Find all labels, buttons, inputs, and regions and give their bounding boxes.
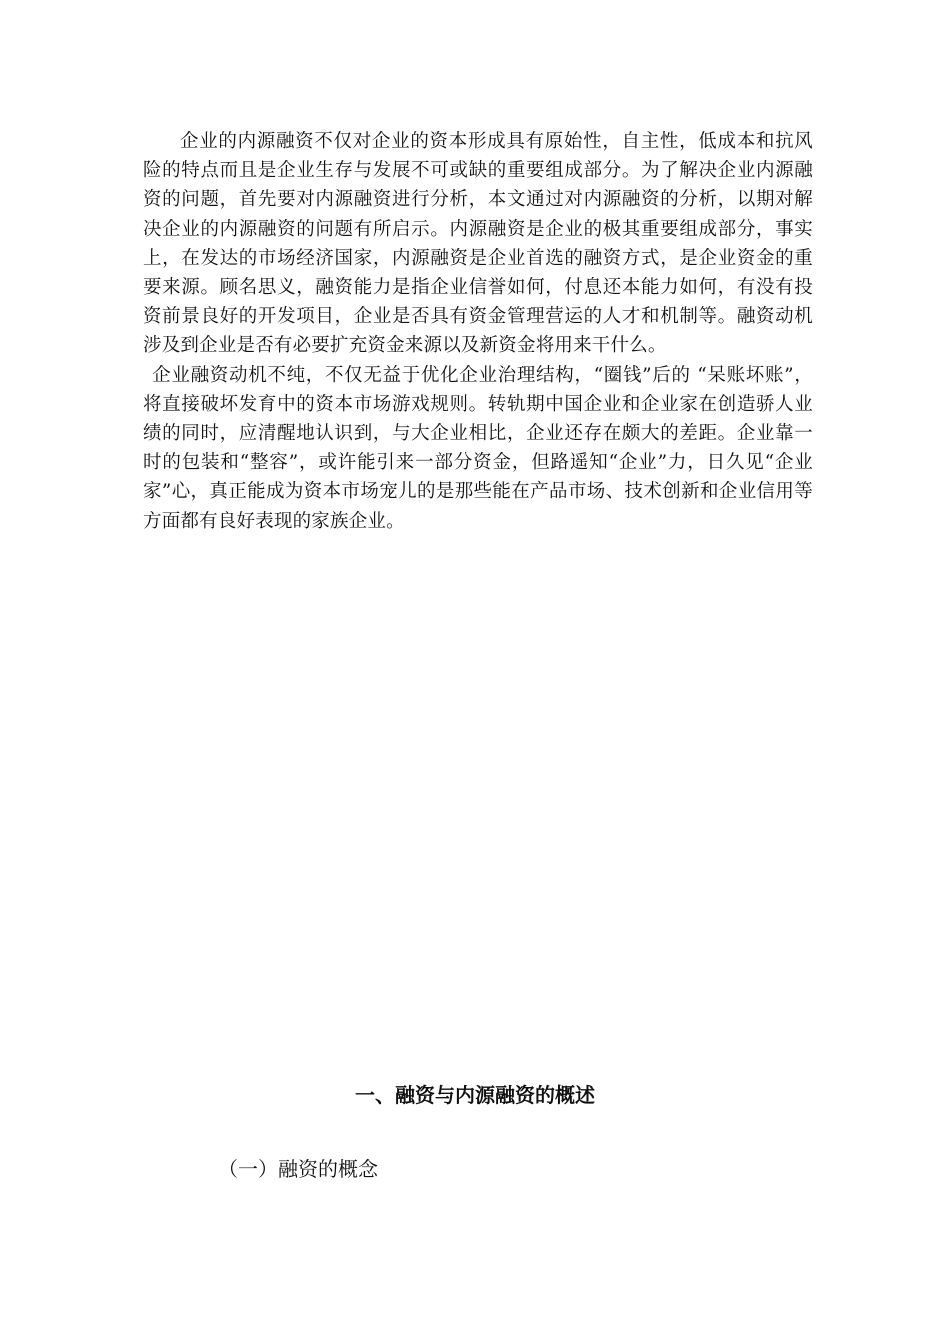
abstract-text [143, 127, 813, 536]
abstract-paragraph-2: 企业融资动机不纯，不仅无益于优化企业治理结构，“圈钱”后的 “呆账坏账”，将直接破坏发育中的资本市场游戏规则。转轨期中国企业和企业家在创造骄人业绩的同时，应清醒地认识到，与大企业相比，企业还存在颇大的差距。企业靠一时的包装和“整容”，或许能引来一部分资金，但路遥知“企业”力，日久见“企业家”心，真正能成为资本市场宠儿的是那些能在产品市场、技术创新和企业信用等方面都有良好表现的家族企业。 [143, 364, 813, 532]
abstract-paragraph-1: 企业的内源融资不仅对企业的资本形成具有原始性，自主性，低成本和抗风险的特点而且是企业生存与发展不可或缺的重要组成部分。为了解决企业内源融资的问题，首先要对内源融资进行分析，本文通过对内源融资的分析，以期对解决企业的内源融资的问题有所启示。内源融资是企业的极其重要组成部分，事实上，在发达的市场经济国家，内源融资是企业首选的融资方式，是企业资金的重要来源。顾名思义，融资能力是指企业信誉如何，付息还本能力如何，有没有投资前景良好的开发项目，企业是否具有资金管理营运的人才和机制等。融资动机涉及到企业是否有必要扩充资金来源以及新资金将用来干什么。 [143, 131, 813, 357]
subsection-heading: （一）融资的概念 [218, 1157, 378, 1181]
section-heading: 一、融资与内源融资的概述 [355, 1083, 595, 1107]
